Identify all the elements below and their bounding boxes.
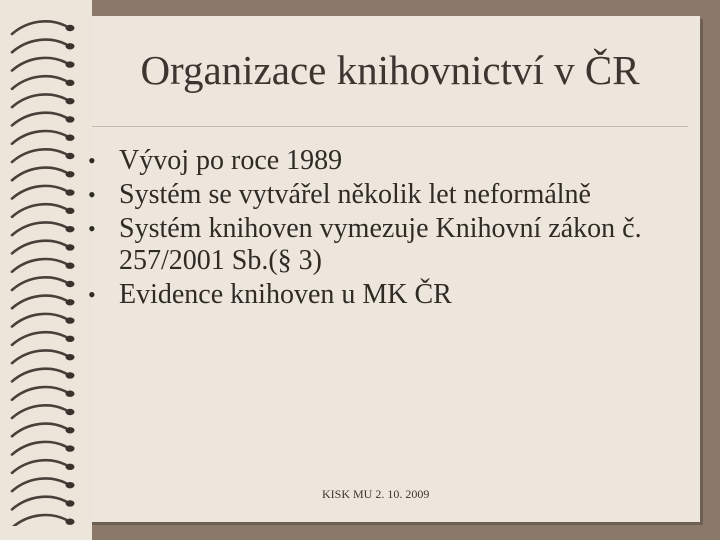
spiral-ring (12, 259, 75, 272)
spiral-ring (12, 204, 75, 217)
title-divider (92, 126, 688, 127)
spiral-ring (12, 497, 75, 510)
spiral-ring (12, 332, 75, 345)
spiral-ring (12, 314, 75, 327)
bullet-item (88, 179, 668, 211)
bullet-icon: • (88, 282, 96, 307)
spiral-ring (12, 94, 75, 107)
spiral-ring (12, 515, 75, 526)
bullet-text: Systém knihoven vymezuje Knihovní zákon č. 257/2001 Sb.(§ 3) (119, 213, 642, 276)
spiral-ring (12, 296, 75, 309)
bullet-text: Vývoj po roce 1989 (119, 145, 343, 176)
slide-title: Organizace knihovnictví v ČR (140, 47, 640, 93)
spiral-ring (12, 113, 75, 126)
bullet-text: Evidence knihoven u MK ČR (119, 279, 452, 310)
spiral-ring (12, 40, 75, 53)
spiral-ring (12, 149, 75, 162)
spiral-ring (12, 76, 75, 89)
bullet-item (88, 145, 668, 177)
bullet-list (88, 145, 668, 313)
footer-text: KISK MU 2. 10. 2009 (322, 487, 430, 501)
spiral-binding (8, 14, 88, 526)
spiral-ring (12, 387, 75, 400)
spiral-ring (12, 131, 75, 144)
bullet-text: Systém se vytvářel několik let neformálně (119, 179, 591, 210)
spiral-ring (12, 350, 75, 363)
bullet-icon: • (88, 182, 96, 207)
spiral-ring (12, 168, 75, 181)
spiral-ring (12, 58, 75, 71)
spiral-ring (12, 21, 75, 34)
spiral-ring (12, 478, 75, 491)
spiral-ring (12, 424, 75, 437)
spiral-ring (12, 277, 75, 290)
bullet-item (88, 279, 668, 311)
spiral-ring (12, 460, 75, 473)
bullet-icon: • (88, 148, 96, 173)
spiral-ring (12, 222, 75, 235)
spiral-ring (12, 442, 75, 455)
bullet-icon: • (88, 216, 96, 241)
spiral-ring (12, 241, 75, 254)
spiral-ring (12, 186, 75, 199)
bullet-item (88, 213, 668, 277)
spiral-ring (12, 405, 75, 418)
spiral-ring (12, 369, 75, 382)
